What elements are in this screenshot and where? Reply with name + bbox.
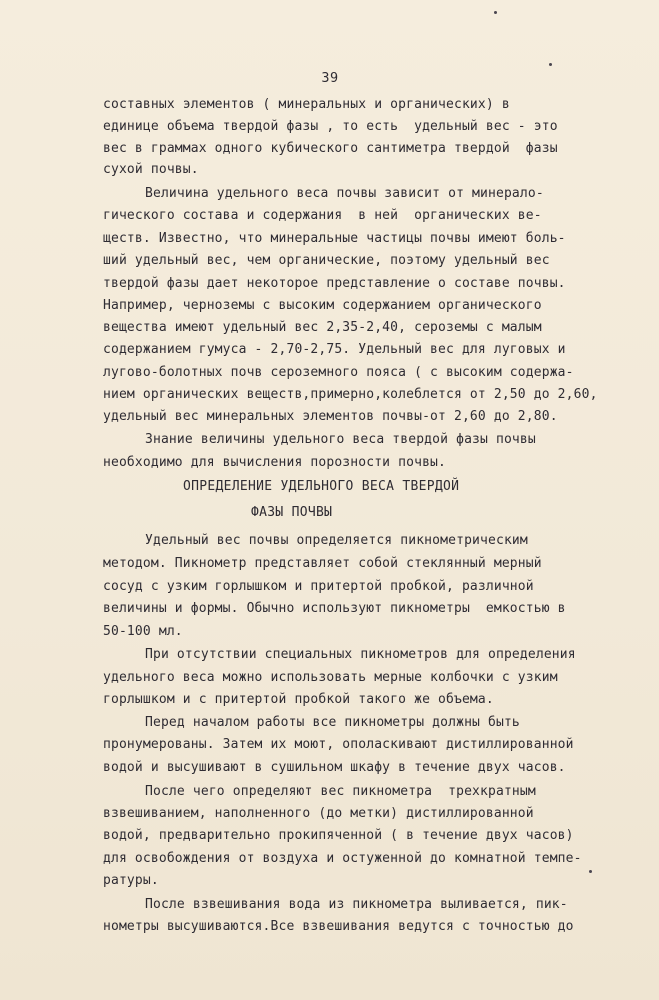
text-line: После взвешивания вода из пикнометра выливается, пик-	[145, 897, 568, 912]
text-line: взвешиванием, наполненного (до метки) дистиллированной	[103, 806, 534, 821]
page-number: 39	[321, 70, 339, 86]
text-line: лугово-болотных почв сероземного пояса ( с высоким содержа-	[103, 365, 574, 380]
text-line: нием органических веществ,примерно,колеблется от 2,50 до 2,60,	[103, 387, 598, 402]
text-line: пронумерованы. Затем их моют, ополаскивают дистиллированной	[103, 737, 574, 752]
text-line: сосуд с узким горлышком и притертой пробкой, различной	[103, 579, 534, 594]
text-line: 50-100 мл.	[103, 624, 183, 639]
ink-speck	[494, 11, 497, 14]
text-line: Величина удельного веса почвы зависит от минерало-	[145, 186, 544, 201]
text-line: удельного веса можно использовать мерные колбочки с узким	[103, 670, 558, 685]
ink-speck	[549, 63, 552, 66]
text-line: При отсутствии специальных пикнометров для определения	[145, 647, 576, 662]
section-heading-line-2: ФАЗЫ ПОЧВЫ	[251, 505, 333, 520]
text-line: ратуры.	[103, 873, 159, 888]
text-line: необходимо для вычисления порозности почвы.	[103, 455, 446, 470]
text-line: гического состава и содержания в ней органических ве-	[103, 208, 542, 223]
text-line: Например, черноземы с высоким содержанием органического	[103, 298, 542, 313]
text-line: составных элементов ( минеральных и органических) в	[103, 97, 510, 112]
text-line: нометры высушиваются.Все взвешивания ведутся с точностью до	[103, 919, 574, 934]
ink-speck	[589, 870, 592, 873]
text-line: ший удельный вес, чем органические, поэтому удельный вес	[103, 253, 550, 268]
text-line: величины и формы. Обычно используют пикнометры емкостью в	[103, 601, 566, 616]
text-line: содержанием гумуса - 2,70-2,75. Удельный вес для луговых и	[103, 342, 566, 357]
section-heading-line-1: ОПРЕДЕЛЕНИЕ УДЕЛЬНОГО ВЕСА ТВЕРДОЙ	[183, 479, 460, 494]
text-line: сухой почвы.	[103, 162, 199, 177]
text-line: вещества имеют удельный вес 2,35-2,40, сероземы с малым	[103, 320, 542, 335]
text-line: После чего определяют вес пикнометра трехкратным	[145, 784, 536, 799]
text-line: ществ. Известно, что минеральные частицы почвы имеют боль-	[103, 231, 566, 246]
text-line: водой и высушивают в сушильном шкафу в течение двух часов.	[103, 760, 566, 775]
text-line: твердой фазы дает некоторое представление о составе почвы.	[103, 276, 566, 291]
text-line: удельный вес минеральных элементов почвы-от 2,60 до 2,80.	[103, 409, 558, 424]
text-line: водой, предварительно прокипяченной ( в течение двух часов)	[103, 828, 574, 843]
text-line: Знание величины удельного веса твердой фазы почвы	[145, 432, 536, 447]
text-line: единице объема твердой фазы , то есть удельный вес - это	[103, 119, 558, 134]
text-line: Удельный вес почвы определяется пикнометрическим	[145, 533, 528, 548]
text-line: методом. Пикнометр представляет собой стеклянный мерный	[103, 556, 542, 571]
text-line: горлышком и с притертой пробкой такого же объема.	[103, 692, 494, 707]
text-line: вес в граммах одного кубического сантиметра твердой фазы	[103, 141, 558, 156]
text-line: для освобождения от воздуха и остуженной до комнатной темпе-	[103, 851, 582, 866]
text-line: Перед началом работы все пикнометры должны быть	[145, 715, 520, 730]
